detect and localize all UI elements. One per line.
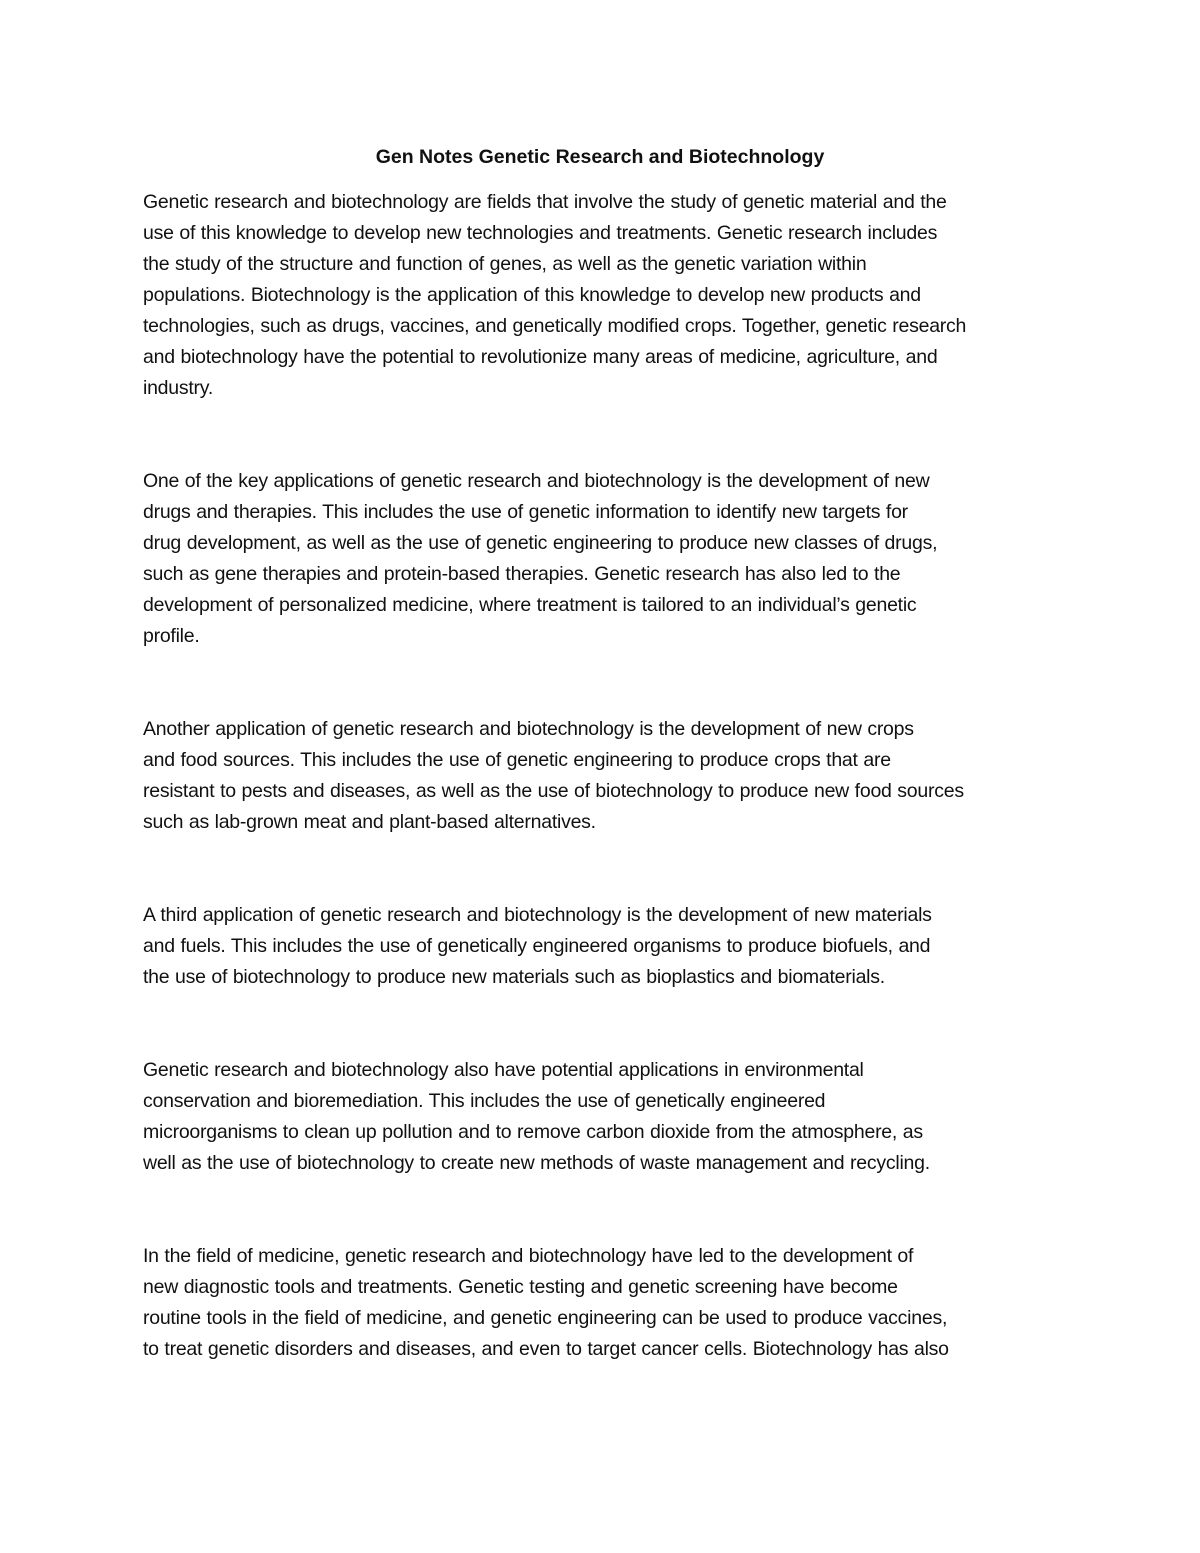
paragraph-materials-fuels: [143, 900, 1063, 993]
text-line: profile.: [143, 625, 200, 647]
text-line: drugs and therapies. This includes the use of genetic information to identify new targets for: [143, 501, 908, 523]
text-line: new diagnostic tools and treatments. Genetic testing and genetic screening have become: [143, 1276, 898, 1298]
text-line: conservation and bioremediation. This includes the use of genetically engineered: [143, 1090, 826, 1112]
text-line: technologies, such as drugs, vaccines, and genetically modified crops. Together, genetic research: [143, 315, 967, 337]
text-line: A third application of genetic research and biotechnology is the development of new materials: [143, 904, 932, 926]
text-line: development of personalized medicine, where treatment is tailored to an individual’s genetic: [143, 594, 917, 616]
text-line: Genetic research and biotechnology are fields that involve the study of genetic material and the: [143, 191, 947, 213]
text-line: such as lab-grown meat and plant-based alternatives.: [143, 811, 596, 833]
text-line: and fuels. This includes the use of genetically engineered organisms to produce biofuels, and: [143, 935, 931, 957]
paragraph-drugs-therapies: [143, 466, 1063, 652]
text-line: One of the key applications of genetic research and biotechnology is the development of new: [143, 470, 930, 492]
paragraph-overview: [143, 187, 1063, 404]
text-line: to treat genetic disorders and diseases, and even to target cancer cells. Biotechnology has also: [143, 1338, 949, 1360]
text-line: such as gene therapies and protein-based therapies. Genetic research has also led to the: [143, 563, 901, 585]
paragraph-medicine: [143, 1241, 1063, 1365]
text-line: resistant to pests and diseases, as well as the use of biotechnology to produce new food sources: [143, 780, 964, 802]
text-line: drug development, as well as the use of genetic engineering to produce new classes of drugs,: [143, 532, 938, 554]
text-line: microorganisms to clean up pollution and to remove carbon dioxide from the atmosphere, as: [143, 1121, 923, 1143]
text-line: the study of the structure and function of genes, as well as the genetic variation within: [143, 253, 867, 275]
text-line: Another application of genetic research and biotechnology is the development of new crops: [143, 718, 914, 740]
paragraph-environment: [143, 1055, 1063, 1179]
text-line: and food sources. This includes the use of genetic engineering to produce crops that are: [143, 749, 891, 771]
text-line: well as the use of biotechnology to create new methods of waste management and recycling.: [143, 1152, 930, 1174]
text-line: industry.: [143, 377, 213, 399]
document-title: Gen Notes Genetic Research and Biotechnology: [375, 146, 825, 168]
text-line: and biotechnology have the potential to revolutionize many areas of medicine, agriculture, and: [143, 346, 938, 368]
paragraph-crops-food: [143, 714, 1063, 838]
text-line: the use of biotechnology to produce new materials such as bioplastics and biomaterials.: [143, 966, 885, 988]
text-line: use of this knowledge to develop new technologies and treatments. Genetic research includes: [143, 222, 938, 244]
text-line: populations. Biotechnology is the application of this knowledge to develop new products and: [143, 284, 921, 306]
text-line: In the field of medicine, genetic research and biotechnology have led to the development of: [143, 1245, 914, 1267]
text-line: routine tools in the field of medicine, and genetic engineering can be used to produce vaccines,: [143, 1307, 948, 1329]
text-line: Genetic research and biotechnology also have potential applications in environmental: [143, 1059, 864, 1081]
